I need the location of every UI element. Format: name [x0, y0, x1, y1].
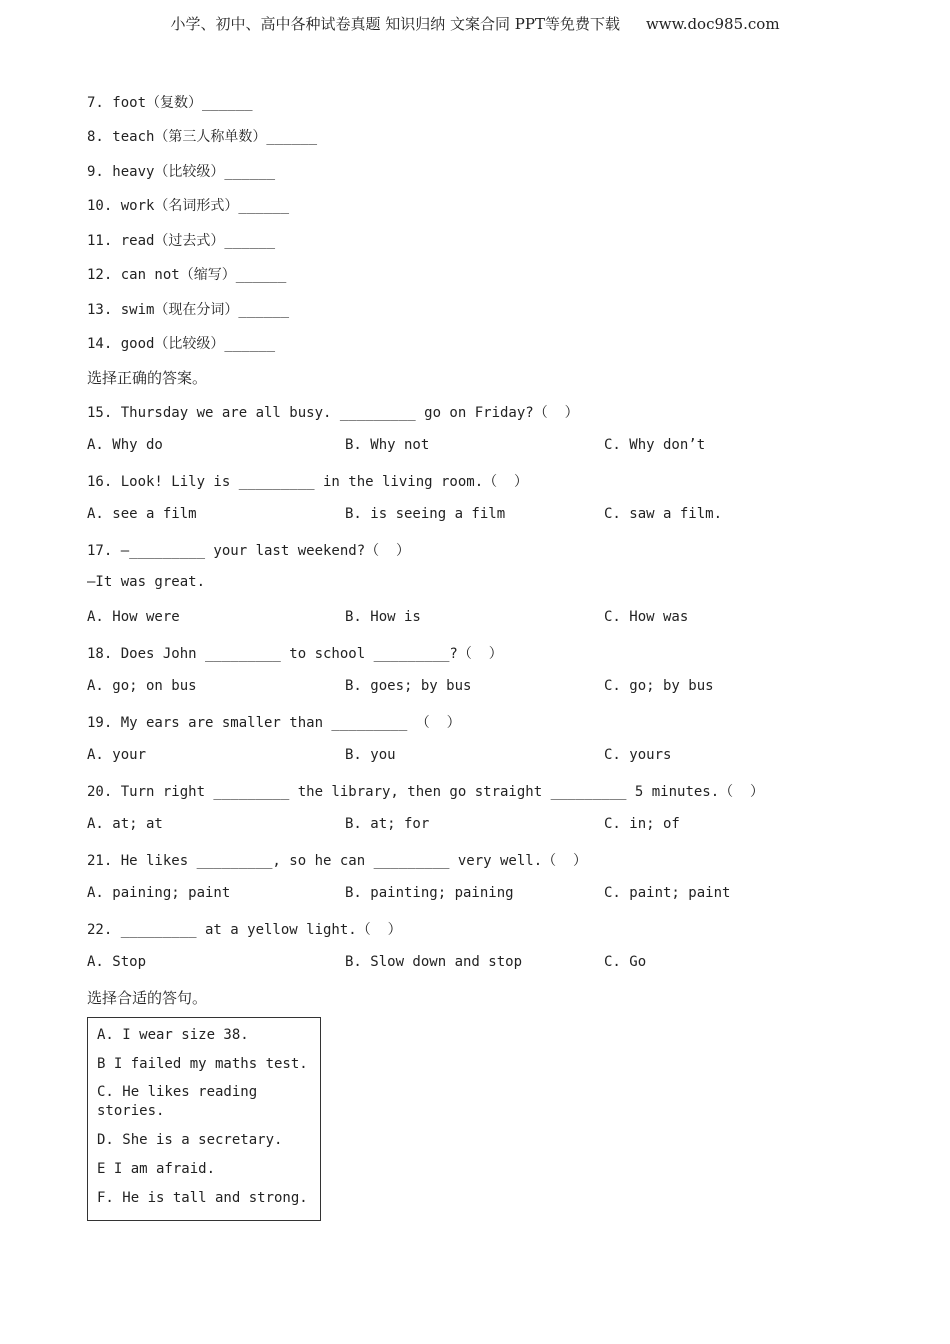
word-form-item: 8. teach（第三人称单数）______ — [87, 129, 318, 145]
word-form-item: 14. good（比较级）______ — [87, 336, 276, 352]
header-title: 小学、初中、高中各种试卷真题 知识归纳 文案合同 PPT等免费下载 — [170, 15, 620, 33]
option-b: B. Slow down and stop — [345, 954, 523, 970]
option-a: A. Stop — [87, 954, 147, 970]
option-b: B. at; for — [345, 816, 430, 832]
question-text: 15. Thursday we are all busy. _________ go on Friday?（ ） — [87, 405, 579, 421]
section-title: 选择正确的答案。 — [87, 369, 208, 387]
answer-option: A. I wear size 38. — [97, 1027, 249, 1043]
option-a: A. Why do — [87, 437, 163, 453]
option-c: C. yours — [604, 747, 672, 763]
answer-option: C. He likes reading stories. — [97, 1084, 258, 1119]
option-c: C. Why don’t — [604, 437, 706, 453]
option-c: C. saw a film. — [604, 506, 723, 522]
option-b: B. How is — [345, 609, 421, 625]
question-text: 20. Turn right _________ the library, then go straight _________ 5 minutes.（ ） — [87, 784, 765, 800]
option-c: C. Go — [604, 954, 647, 970]
question-text: 17. —_________ your last weekend?（ ） — [87, 543, 411, 559]
page-header — [0, 13, 950, 34]
option-c: C. go; by bus — [604, 678, 714, 694]
question-text: 18. Does John _________ to school _________?（ ） — [87, 646, 503, 662]
option-a: A. go; on bus — [87, 678, 197, 694]
option-c: C. How was — [604, 609, 689, 625]
answer-option: D. She is a secretary. — [97, 1132, 283, 1148]
word-form-item: 10. work（名词形式）______ — [87, 198, 290, 214]
answer-option: E I am afraid. — [97, 1161, 216, 1177]
answer-option: F. He is tall and strong. — [97, 1190, 308, 1206]
word-form-item: 12. can not（缩写）______ — [87, 267, 287, 283]
option-b: B. is seeing a film — [345, 506, 506, 522]
option-b: B. goes; by bus — [345, 678, 472, 694]
option-a: A. your — [87, 747, 147, 763]
question-text: 16. Look! Lily is _________ in the living room.（ ） — [87, 474, 529, 490]
header-site: www.doc985.com — [645, 15, 780, 33]
option-b: B. painting; paining — [345, 885, 514, 901]
word-form-item: 7. foot（复数）______ — [87, 95, 253, 111]
question-text: 21. He likes _________, so he can _________ very well.（ ） — [87, 853, 588, 869]
question-text: 19. My ears are smaller than _________ （ ） — [87, 715, 461, 731]
section-title: 选择合适的答句。 — [87, 989, 208, 1007]
answer-options-box — [87, 1017, 321, 1221]
question-reply: —It was great. — [87, 574, 206, 590]
option-c: C. in; of — [604, 816, 680, 832]
question-text: 22. _________ at a yellow light.（ ） — [87, 922, 402, 938]
word-form-item: 11. read（过去式）______ — [87, 233, 276, 249]
answer-option: B I failed my maths test. — [97, 1056, 308, 1072]
option-a: A. How were — [87, 609, 180, 625]
word-form-item: 9. heavy（比较级）______ — [87, 164, 276, 180]
option-a: A. see a film — [87, 506, 197, 522]
option-b: B. you — [345, 747, 396, 763]
option-c: C. paint; paint — [604, 885, 731, 901]
option-b: B. Why not — [345, 437, 430, 453]
option-a: A. at; at — [87, 816, 163, 832]
word-form-item: 13. swim（现在分词）______ — [87, 302, 290, 318]
option-a: A. paining; paint — [87, 885, 231, 901]
